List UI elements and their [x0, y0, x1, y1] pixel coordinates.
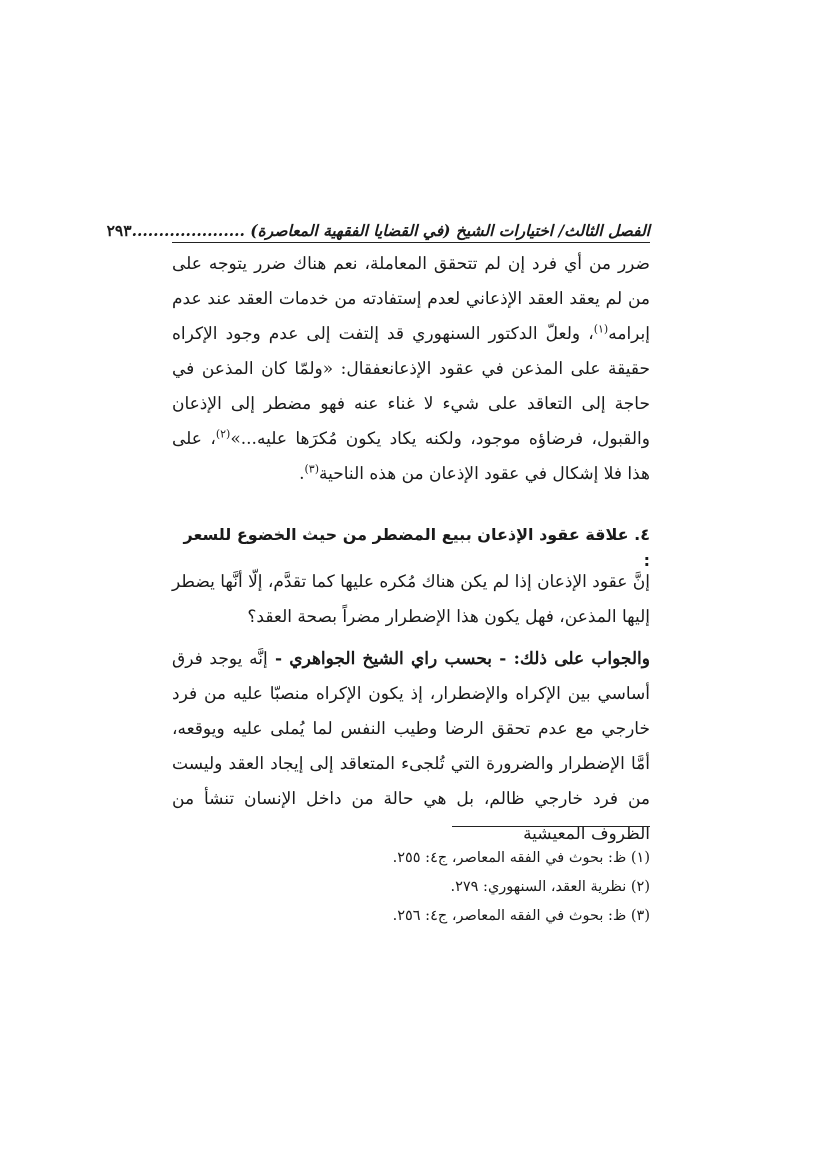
footnote-ref-1: (١)	[593, 322, 609, 336]
footnote-divider	[452, 826, 650, 827]
page-number: ٢٩٣	[106, 221, 132, 240]
footnote-ref-3: (٣)	[304, 462, 319, 476]
chapter-title: الفصل الثالث/ اختيارات الشيخ (في القضايا الفقهية المعاصرة) .....................	[131, 221, 650, 240]
paragraph-1-end: .	[299, 464, 305, 484]
paragraph-3	[172, 642, 650, 852]
footnote-item: (٢) نظرية العقد، السنهوري: ٢٧٩.	[450, 879, 650, 895]
footnote-ref-2: (٢)	[215, 427, 231, 441]
running-header	[106, 212, 650, 240]
footnotes-list	[172, 844, 650, 931]
paragraph-3-text: إنَّه يوجد فرق أساسي بين الإكراه والإضطرار، إذ يكون الإكراه منصبّا عليه من فرد خارجي مع عدم تحقق الرضا وطيب النفس لما يُملى عليه ويوقعه، أمَّا الإضطرار والضرورة التي تُلجىء المتعاقد إلى إيجاد العقد وليست من فرد خارجي ظالم، بل هي حالة من داخل الإنسان تنشأ من الظروف المعيشية	[172, 649, 650, 844]
paragraph-1-text-b: ، ولعلّ الدكتور السنهوري قد إلتفت إلى عدم وجود الإكراه حقيقة على المذعن في عقود الإذعانعفقال: «ولمّا كان المذعن في حاجة إلى التعاقد على شيء لا غناء عنه فهو مضطر إلى الإذعان والقبول، فرضاؤه موجود، ولكنه يكاد يكون مُكرَها عليه...»	[172, 324, 650, 449]
paragraph-1-text-a: ضرر من أي فرد إن لم تتحقق المعاملة، نعم هناك ضرر يتوجه على من لم يعقد العقد الإذعاني لعدم إستفادته من خدمات العقد عند عدم إبرامه	[172, 254, 650, 344]
header-divider	[172, 242, 650, 243]
paragraph-2: إنَّ عقود الإذعان إذا لم يكن هناك مُكره عليها كما تقدَّم، إلّا أنَّها يضطر إليها المذعن، فهل يكون هذا الإضطرار مضراً بصحة العقد؟	[172, 572, 650, 627]
paragraph-1	[172, 247, 650, 492]
paragraph-1-text-c: ، على هذا فلا إشكال في عقود الإذعان من هذه الناحية	[172, 429, 650, 484]
section-heading: ٤. علاقة عقود الإذعان ببيع المضطر من حيث الخضوع للسعر :	[183, 525, 650, 570]
answer-lead: والجواب على ذلك: - بحسب راي الشيخ الجواهري -	[267, 649, 650, 669]
footnote-item: (٣) ظ: بحوث في الفقه المعاصر، ج٤: ٢٥٦.	[392, 908, 650, 924]
footnote-item: (١) ظ: بحوث في الفقه المعاصر، ج٤: ٢٥٥.	[392, 850, 650, 866]
